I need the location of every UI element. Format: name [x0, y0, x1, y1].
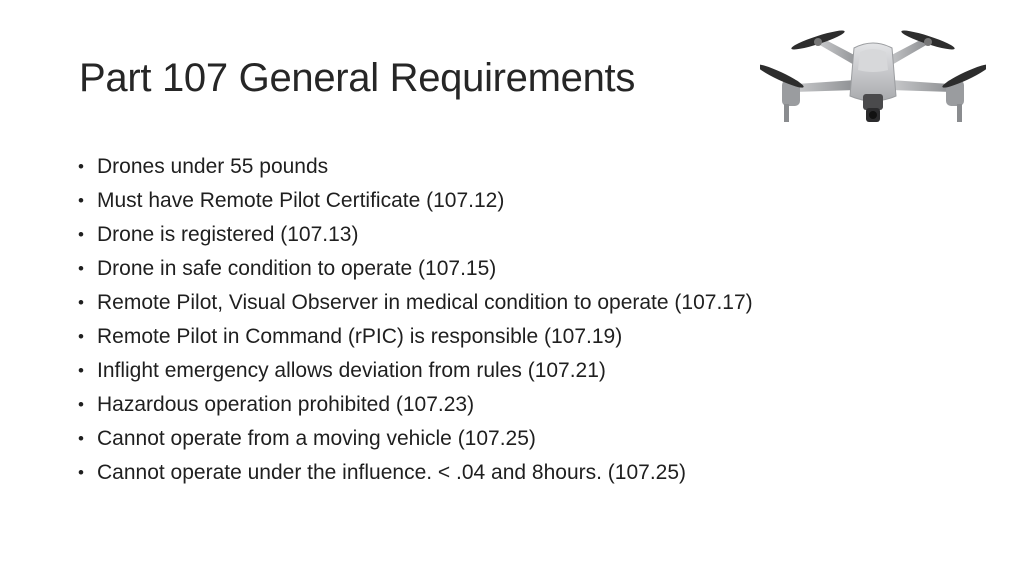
bullet-dot: • [78, 429, 84, 448]
list-item [78, 150, 753, 184]
bullet-dot: • [78, 327, 84, 346]
bullet-dot: • [78, 259, 84, 278]
bullet-dot: • [78, 191, 84, 210]
bullet-text: Remote Pilot in Command (rPIC) is responsible (107.19) [97, 325, 623, 348]
bullet-dot: • [78, 157, 84, 176]
bullet-text: Inflight emergency allows deviation from rules (107.21) [97, 359, 606, 382]
bullet-text: Must have Remote Pilot Certificate (107.12) [97, 189, 505, 212]
bullet-text: Drone is registered (107.13) [97, 223, 359, 246]
bullet-text: Cannot operate under the influence. < .04 and 8hours. (107.25) [97, 461, 687, 484]
list-item [78, 388, 753, 422]
list-item [78, 184, 753, 218]
bullet-list [78, 150, 753, 490]
bullet-text: Drone in safe condition to operate (107.15) [97, 257, 497, 280]
bullet-text: Drones under 55 pounds [97, 155, 329, 178]
bullet-text: Remote Pilot, Visual Observer in medical condition to operate (107.17) [97, 291, 753, 314]
list-item [78, 320, 753, 354]
bullet-dot: • [78, 293, 84, 312]
slide-title: Part 107 General Requirements [79, 56, 636, 100]
list-item [78, 354, 753, 388]
bullet-text: Cannot operate from a moving vehicle (107.25) [97, 427, 536, 450]
list-item [78, 286, 753, 320]
list-item [78, 252, 753, 286]
bullet-dot: • [78, 463, 84, 482]
bullet-dot: • [78, 225, 84, 244]
list-item [78, 456, 753, 490]
drone-image [760, 18, 986, 130]
list-item [78, 218, 753, 252]
bullet-dot: • [78, 361, 84, 380]
list-item [78, 422, 753, 456]
bullet-text: Hazardous operation prohibited (107.23) [97, 393, 475, 416]
bullet-dot: • [78, 395, 84, 414]
